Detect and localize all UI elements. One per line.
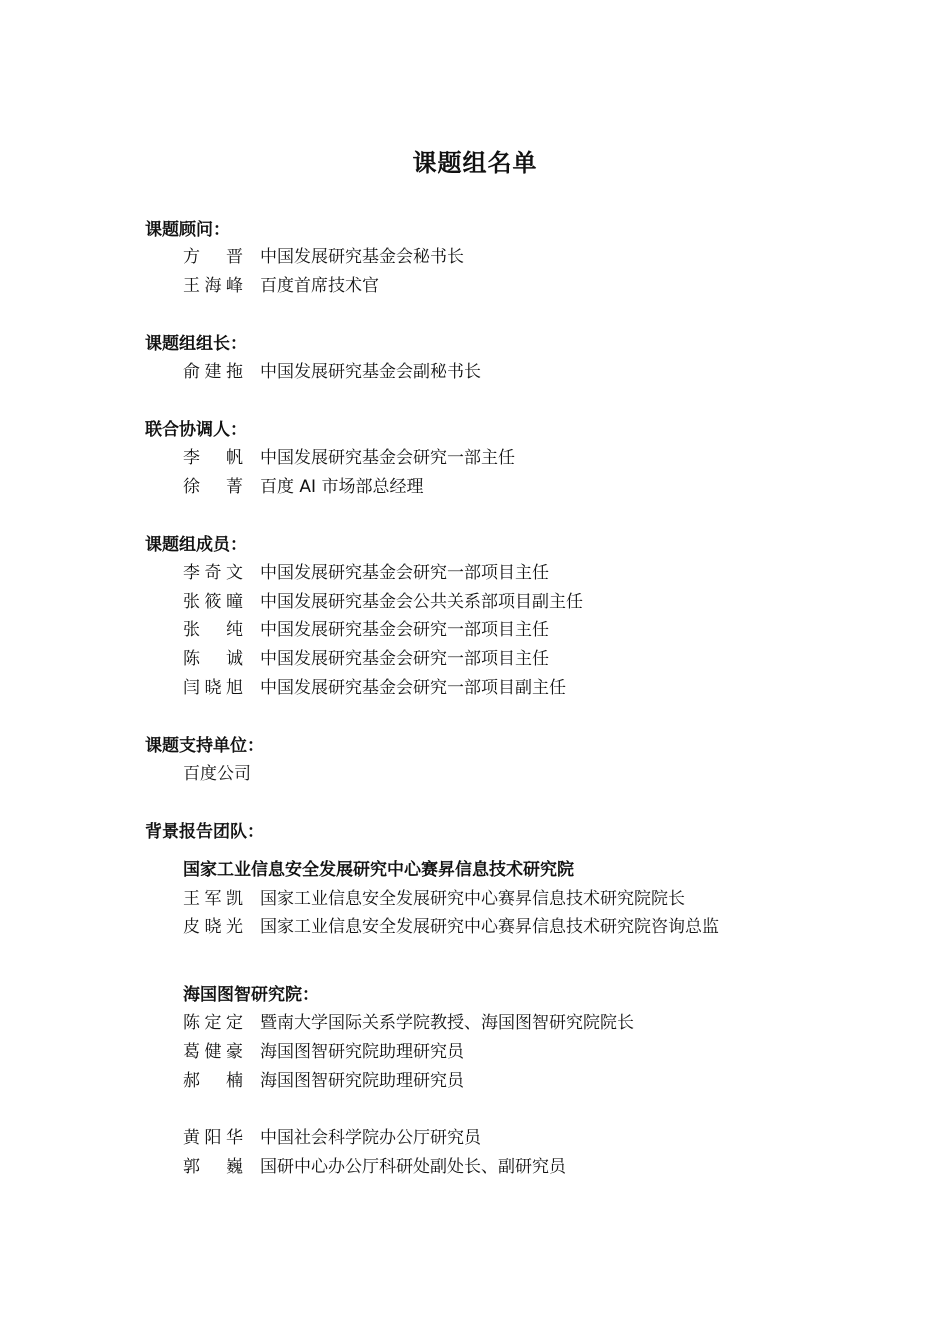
section-heading-team-members: 课题组成员： <box>145 535 247 555</box>
member-name: 俞建拖 <box>183 362 243 382</box>
member-role: 中国发展研究基金会研究一部项目主任 <box>260 649 549 669</box>
member-role: 国家工业信息安全发展研究中心赛昇信息技术研究院咨询总监 <box>260 917 719 937</box>
background-group-1-org: 国家工业信息安全发展研究中心赛昇信息技术研究院 <box>183 860 574 880</box>
member-name: 葛健豪 <box>183 1042 243 1062</box>
page-title: 课题组名单 <box>412 149 538 177</box>
support-org: 百度公司 <box>183 764 251 784</box>
member-name: 皮晓光 <box>183 917 243 937</box>
member-name: 郝楠 <box>183 1071 243 1091</box>
member-name: 闫晓旭 <box>183 678 243 698</box>
member-role: 中国发展研究基金会研究一部主任 <box>260 448 515 468</box>
member-role: 国研中心办公厅科研处副处长、副研究员 <box>260 1157 566 1177</box>
section-heading-support: 课题支持单位： <box>145 736 264 756</box>
member-name: 王海峰 <box>183 276 243 296</box>
member-name: 陈定定 <box>183 1013 243 1033</box>
member-name: 张纯 <box>183 620 243 640</box>
member-name: 张筱曈 <box>183 592 243 612</box>
member-name: 黄阳华 <box>183 1128 243 1148</box>
section-heading-leader: 课题组组长： <box>145 334 247 354</box>
section-heading-coordinators: 联合协调人： <box>145 420 247 440</box>
member-name: 王军凯 <box>183 889 243 909</box>
member-role: 国家工业信息安全发展研究中心赛昇信息技术研究院院长 <box>260 889 685 909</box>
member-role: 中国发展研究基金会研究一部项目主任 <box>260 563 549 583</box>
member-name: 李帆 <box>183 448 243 468</box>
member-name: 郭巍 <box>183 1157 243 1177</box>
member-role: 中国发展研究基金会秘书长 <box>260 247 464 267</box>
member-role: 海国图智研究院助理研究员 <box>260 1042 464 1062</box>
member-role: 中国发展研究基金会研究一部项目主任 <box>260 620 549 640</box>
member-role: 中国发展研究基金会研究一部项目副主任 <box>260 678 566 698</box>
member-name: 陈诚 <box>183 649 243 669</box>
member-role: 海国图智研究院助理研究员 <box>260 1071 464 1091</box>
section-heading-background: 背景报告团队： <box>145 822 264 842</box>
member-role: 中国社会科学院办公厅研究员 <box>260 1128 481 1148</box>
member-role: 中国发展研究基金会副秘书长 <box>260 362 481 382</box>
member-name: 方晋 <box>183 247 243 267</box>
member-role: 百度 AI 市场部总经理 <box>260 477 424 497</box>
member-role: 中国发展研究基金会公共关系部项目副主任 <box>260 592 583 612</box>
section-heading-advisors: 课题顾问： <box>145 220 230 240</box>
member-role: 百度首席技术官 <box>260 276 379 296</box>
member-name: 李奇文 <box>183 563 243 583</box>
member-role: 暨南大学国际关系学院教授、海国图智研究院院长 <box>260 1013 634 1033</box>
background-group-2-org: 海国图智研究院： <box>183 985 319 1005</box>
member-name: 徐菁 <box>183 477 243 497</box>
